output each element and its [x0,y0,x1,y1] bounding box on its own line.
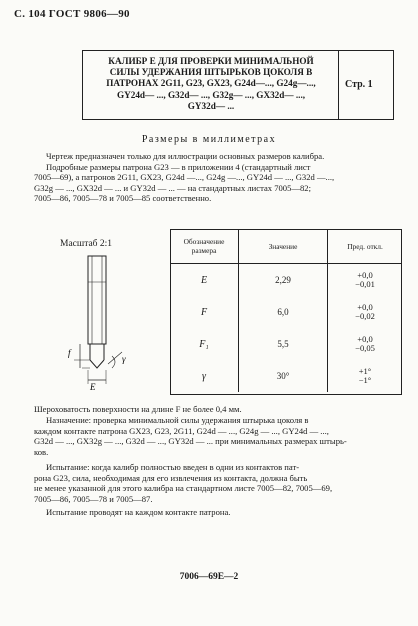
table-row [170,296,402,328]
document-title [83,56,339,112]
drawing-label-e: E [90,382,96,392]
sheet-page-label: Стр. 1 [345,79,373,90]
text-line: Подробные размеры патрона G23 — в приложении 4 (стандартный лист [46,161,311,172]
tol-lower: −0,02 [355,311,375,321]
cell-value: 30° [239,360,328,392]
text-line: 7005—69), а патронов 2G11, GX23, G24d —..., G24g —..., GY24d — ..., G32d —..., [34,172,335,183]
text-line: 7005—86, 7005—78 и 7005—87. [34,493,153,504]
title-line: GY24d— ..., G32d— ..., G32g— ..., GX32d— ..., [116,89,306,100]
units-caption: Размеры в миллиметрах [141,134,277,145]
cell-tolerance [328,264,403,297]
page-header: С. 104 ГОСТ 9806—90 [14,8,130,20]
tol-lower: −1° [358,375,372,385]
cell-value: 5,5 [239,328,328,360]
text-line: Чертеж предназначен только для иллюстрации основных размеров калибра. [46,151,325,161]
roughness-note [34,404,398,415]
cell-tolerance [328,328,403,360]
table-header: Обозначение размера [170,229,239,264]
text-line: ков. [34,446,49,457]
text-line: Шероховатость поверхности на длине F не более 0,4 мм. [34,404,242,414]
text-line: Испытание: когда калибр полностью введен в одни из контактов пат- [46,462,300,472]
table-header: Значение [239,229,328,264]
gauge-drawing [60,252,170,392]
text-line: G32d — ..., GX32g — ..., G32d — ..., GY32d — ... при минимальных размерах штырь- [34,436,347,447]
tol-lower: −0,01 [355,279,375,289]
text-line: Назначение: проверка минимальной силы удержания штырька цоколя в [46,415,309,425]
text-line: не менее указанной для этого калибра на стандартном листе 7005—82, 7005—69, [34,483,333,494]
text-line: каждом контакте патрона GX23, G23, 2G11, G24d — ..., G24g — ..., GY24d — ..., [34,425,329,436]
table-header: Пред. откл. [328,229,403,264]
table-row [170,264,402,297]
title-box [82,50,394,120]
title-line: ПАТРОНАХ 2G11, G23, GX23, G24d—..., G24g—..., [106,78,316,89]
footer-code: 7006—69Е—2 [179,572,239,582]
title-line: СИЛЫ УДЕРЖАНИЯ ШТЫРЬКОВ ЦОКОЛЯ В [109,67,313,78]
cell-symbol: F₁ [170,328,239,360]
table-row [170,328,402,360]
title-divider [338,51,339,119]
gauge-body [88,256,106,344]
table-row [170,360,402,392]
tol-upper: +1° [358,366,372,376]
purpose-paragraph [34,415,398,457]
tol-upper: +0,0 [357,270,373,280]
tol-lower: −0,05 [355,343,375,353]
title-line: GY32d— ... [187,100,235,111]
cell-value: 2,29 [239,264,328,297]
testing-paragraph [34,462,398,504]
cell-symbol: γ [170,360,239,392]
title-line: КАЛИБР Е ДЛЯ ПРОВЕРКИ МИНИМАЛЬНОЙ [108,56,314,66]
drawing-label-angle: γ [122,354,126,364]
tol-upper: +0,0 [357,302,373,312]
dimension-table [170,229,402,392]
final-note [34,507,398,518]
text-line: G32g — ..., GX32d — ... и GY32d — ... — на стандартных листах 7005—82; [34,182,311,193]
intro-paragraph [34,151,398,204]
drawing-label-f: f [68,348,71,358]
cell-tolerance [328,296,403,328]
cell-symbol: E [170,264,239,297]
text-line: рона G23, сила, необходимая для его извлечения из контакта, должна быть [34,472,308,483]
tol-upper: +0,0 [357,334,373,344]
text-line: Испытание проводят на каждом контакте патрона. [46,507,231,517]
text-line: 7005—86, 7005—78 и 7005—85 соответственно. [34,193,212,204]
cell-symbol: F [170,296,239,328]
cell-tolerance [328,360,403,392]
scale-label: Масштаб 2:1 [60,239,113,249]
cell-value: 6,0 [239,296,328,328]
